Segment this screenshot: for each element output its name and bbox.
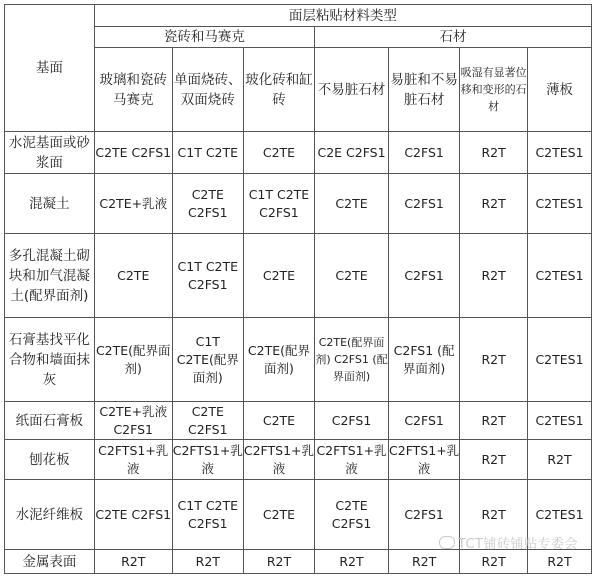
row-header: 水泥基面或砂浆面 (5, 132, 95, 174)
table-cell: R2T (528, 550, 592, 574)
stone-group-header: 石材 (315, 27, 592, 48)
col-header: 吸湿有显著位移和变形的石材 (460, 48, 528, 132)
table-cell: C2FS1 (389, 132, 460, 174)
table-cell: C2TE (243, 132, 314, 174)
row-header: 石膏基找平化合物和墙面抹灰 (5, 318, 95, 402)
col-header: 单面烧砖、双面烧砖 (172, 48, 243, 132)
table-cell: C2TES1 (528, 402, 592, 440)
wechat-icon (439, 536, 455, 549)
table-cell: C2TE (315, 234, 389, 318)
table-cell: C2TE(配界面剂) C2FS1 (配界面剂) (315, 318, 389, 402)
table-cell: C2TES1 (528, 234, 592, 318)
table-cell: C2TE+乳液 (94, 174, 172, 234)
row-header: 纸面石膏板 (5, 402, 95, 440)
adhesive-table (4, 4, 592, 574)
table-cell: R2T (460, 234, 528, 318)
table-cell: C2TES1 (528, 174, 592, 234)
table-cell: C1T C2TE(配界面剂) (172, 318, 243, 402)
table-row (5, 402, 592, 440)
table-cell: C2FTS1+乳液 (315, 440, 389, 480)
table-cell: C2TE(配界面剂) (243, 318, 314, 402)
material-type-header: 面层粘贴材料类型 (94, 5, 591, 27)
table-cell: C2FS1 (389, 402, 460, 440)
table-cell: C2TES1 (528, 480, 592, 550)
row-header: 水泥纤维板 (5, 480, 95, 550)
table-cell: R2T (460, 550, 528, 574)
col-header: 玻化砖和缸砖 (243, 48, 314, 132)
table-cell: C1T C2TE C2FS1 (172, 480, 243, 550)
table-cell: C2FS1 (389, 234, 460, 318)
row-header: 金属表面 (5, 550, 95, 574)
row-header: 混凝土 (5, 174, 95, 234)
watermark-text: TCT铺砖铺贴专委会 (457, 537, 578, 552)
table-cell: R2T (460, 132, 528, 174)
table-row (5, 318, 592, 402)
table-cell: C1T C2TE C2FS1 (172, 234, 243, 318)
table-cell: C2TE C2FS1 (172, 402, 243, 440)
table-cell: C2TE C2FS1 (94, 480, 172, 550)
table-cell: C2E C2FS1 (315, 132, 389, 174)
table-cell: R2T (460, 480, 528, 550)
watermark (439, 533, 578, 552)
table-cell: R2T (315, 550, 389, 574)
table-cell: C2FS1 (315, 402, 389, 440)
base-header: 基面 (5, 5, 95, 132)
col-header: 玻璃和瓷砖马赛克 (94, 48, 172, 132)
table-row (5, 440, 592, 480)
table-cell: C2TE (243, 402, 314, 440)
table-cell: R2T (460, 318, 528, 402)
table-cell: R2T (243, 550, 314, 574)
row-header: 多孔混凝土砌块和加气混凝土(配界面剂) (5, 234, 95, 318)
col-header: 不易脏石材 (315, 48, 389, 132)
table-cell: C2TE C2FS1 (315, 480, 389, 550)
col-header: 薄板 (528, 48, 592, 132)
table-cell: C2TES1 (528, 132, 592, 174)
table-cell: C2TE+乳液 C2FS1 (94, 402, 172, 440)
table-cell: R2T (94, 550, 172, 574)
table-cell: C2FS1 (配界面剂) (389, 318, 460, 402)
table-cell: C2TE (94, 234, 172, 318)
table-cell: R2T (528, 440, 592, 480)
table-cell: R2T (172, 550, 243, 574)
tile-group-header: 瓷砖和马赛克 (94, 27, 314, 48)
table-cell: C2FTS1+乳液 (172, 440, 243, 480)
table-cell: C2TE (243, 480, 314, 550)
table-cell: C2FTS1+乳液 (389, 440, 460, 480)
table-cell: C1T C2TE (172, 132, 243, 174)
table-cell: C2TES1 (528, 318, 592, 402)
table-cell: R2T (460, 440, 528, 480)
table-cell: C2FS1 (389, 174, 460, 234)
table-cell: C1T C2TE C2FS1 (243, 174, 314, 234)
table-row (5, 550, 592, 574)
table-cell: R2T (460, 402, 528, 440)
table-row (5, 234, 592, 318)
table-cell: C2TE (243, 234, 314, 318)
table-cell: R2T (460, 174, 528, 234)
table-cell: C2TE (315, 174, 389, 234)
table-cell: R2T (389, 550, 460, 574)
table-cell: C2FS1 (389, 480, 460, 550)
table-cell: C2FTS1+乳液 (243, 440, 314, 480)
table-cell: C2TE C2FS1 (94, 132, 172, 174)
table-cell: C2FTS1+乳液 (94, 440, 172, 480)
table-cell: C2TE(配界面剂) (94, 318, 172, 402)
col-header: 易脏和不易脏石材 (389, 48, 460, 132)
table-cell: C2TE C2FS1 (172, 174, 243, 234)
row-header: 刨花板 (5, 440, 95, 480)
table-row (5, 174, 592, 234)
table-row (5, 132, 592, 174)
